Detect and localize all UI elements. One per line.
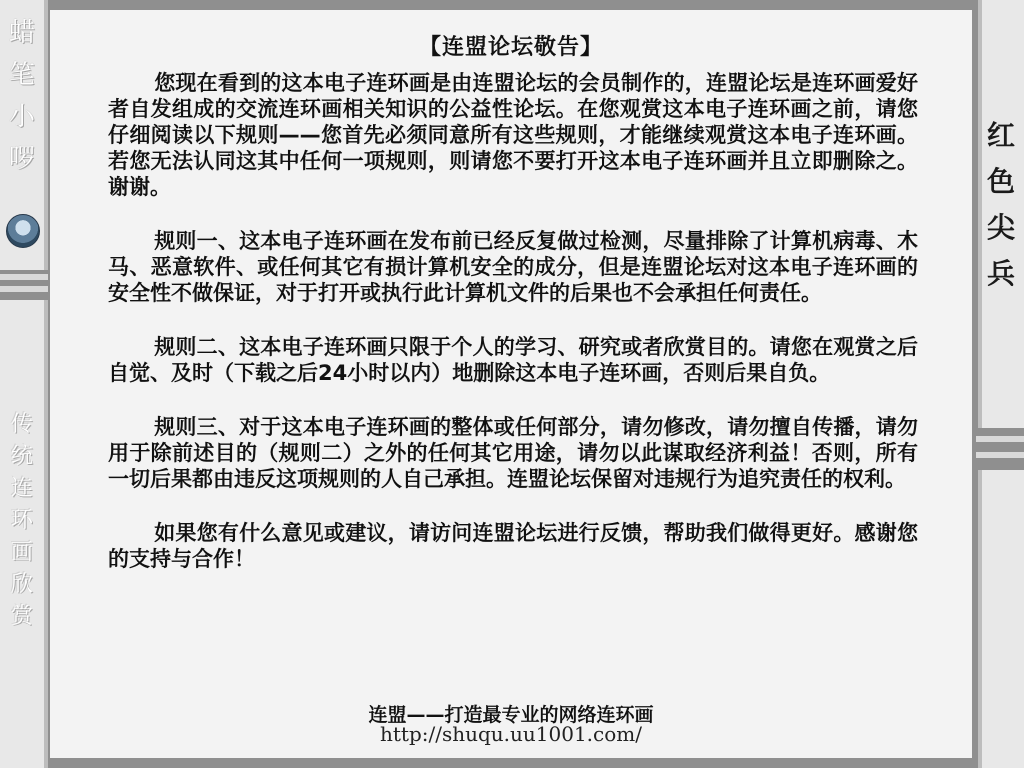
notice-footer: 连盟——打造最专业的网络连环画 bbox=[368, 704, 654, 726]
left-divider bbox=[0, 274, 48, 280]
right-divider bbox=[976, 452, 1024, 458]
site-logo-icon bbox=[6, 214, 40, 248]
book-title-char: 色 bbox=[986, 165, 1015, 198]
notice-paragraph-rule-1: 规则一、这本电子连环画在发布前已经反复做过检测，尽量排除了计算机病毒、木马、恶意软件、或任何其它有损计算机安全的成分，但是连盟论坛对这本电子连环画的安全性不做保证，对于打开或执行此计算机文件的后果也不会承担任何责任。 bbox=[108, 229, 918, 305]
subtitle-char: 统 bbox=[10, 444, 33, 469]
right-divider bbox=[976, 436, 1024, 442]
subtitle-char: 画 bbox=[10, 540, 33, 565]
subtitle-char: 欣 bbox=[10, 572, 33, 597]
notice-paragraph-feedback: 如果您有什么意见或建议，请访问连盟论坛进行反馈，帮助我们做得更好。感谢您的支持与合作！ bbox=[108, 521, 918, 571]
brush-char: 笔 bbox=[8, 60, 35, 90]
subtitle-char: 连 bbox=[10, 476, 33, 501]
brush-title bbox=[4, 20, 40, 188]
subtitle-char: 赏 bbox=[10, 604, 33, 629]
site-url[interactable]: http://shuqu.uu1001.com/ bbox=[379, 722, 642, 746]
subtitle-char: 环 bbox=[10, 508, 33, 533]
book-title-char: 红 bbox=[986, 119, 1015, 152]
book-title-char: 兵 bbox=[986, 257, 1015, 290]
notice-page bbox=[50, 10, 972, 758]
subtitle-char: 传 bbox=[10, 412, 33, 437]
right-sidebar-bottom bbox=[978, 470, 1024, 768]
notice-paragraph-rule-2: 规则二、这本电子连环画只限于个人的学习、研究或者欣赏目的。请您在观赏之后自觉、及时（下载之后24小时以内）地删除这本电子连环画，否则后果自负。 bbox=[108, 335, 918, 385]
notice-title: 【连盟论坛敬告】 bbox=[418, 35, 603, 60]
left-divider bbox=[0, 286, 48, 292]
book-title-char: 尖 bbox=[986, 211, 1015, 244]
notice-body bbox=[108, 70, 918, 600]
notice-paragraph-rule-3: 规则三、对于这本电子连环画的整体或任何部分，请勿修改，请勿擅自传播，请勿用于除前述目的（规则二）之外的任何其它用途，请勿以此谋取经济利益！否则，所有一切后果都由违反这项规则的人自己承担。连盟论坛保留对违规行为追究责任的权利。 bbox=[108, 415, 918, 491]
brush-char: 蜡 bbox=[8, 18, 35, 48]
book-title bbox=[982, 119, 1020, 306]
sidebar-subtitle bbox=[4, 414, 40, 638]
notice-paragraph-intro: 您现在看到的这本电子连环画是由连盟论坛的会员制作的，连盟论坛是连环画爱好者自发组成的交流连环画相关知识的公益性论坛。在您观赏这本电子连环画之前，请您仔细阅读以下规则——您首先必须同意所有这些规则，才能继续观赏这本电子连环画。若您无法认同这其中任何一项规则，则请您不要打开这本电子连环画并且立即删除之。谢谢。 bbox=[108, 71, 918, 199]
brush-char: 啰 bbox=[8, 144, 35, 174]
brush-char: 小 bbox=[8, 102, 35, 132]
